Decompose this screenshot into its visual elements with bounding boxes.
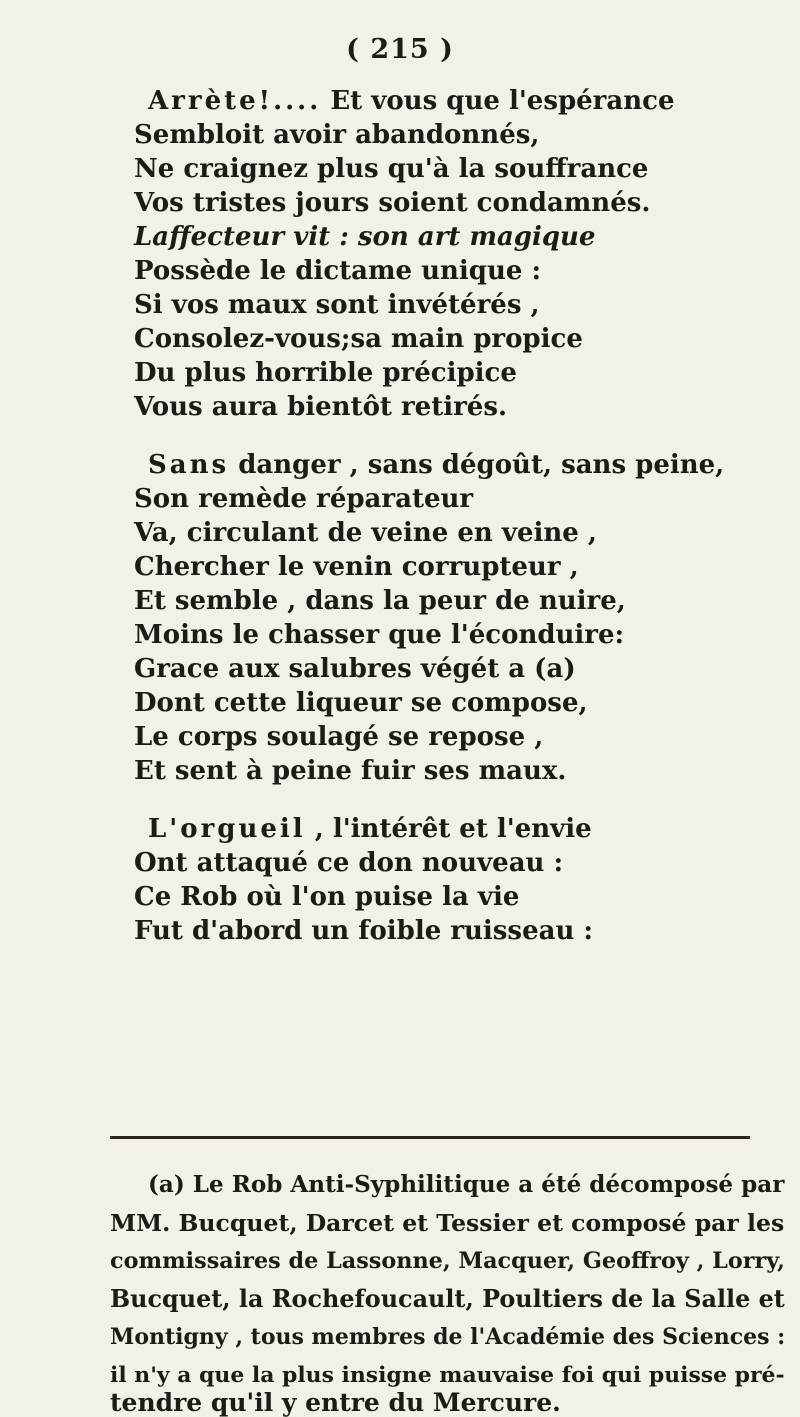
verse-line: Ne craignez plus qu'à la souffrance [134,154,649,184]
footnote-line: il n'y a que la plus insigne mauvaise foi qui puisse pré- [110,1362,785,1388]
stanza-opening-word: L'orgueil [148,814,306,844]
footnote-line: commissaires de Lassonne, Macquer, Geoffroy , Lorry, [110,1248,785,1274]
verse-line: Si vos maux sont invétérés , [134,290,540,320]
verse-line: Chercher le venin corrupteur , [134,552,579,582]
footnote-divider [110,1136,750,1139]
verse-line: Fut d'abord un foible ruisseau : [134,916,594,946]
verse-line [148,814,592,844]
verse-line: Et sent à peine fuir ses maux. [134,756,567,786]
verse-line: Du plus horrible précipice [134,358,517,388]
verse-line: Sembloit avoir abandonnés, [134,120,540,150]
verse-line: Grace aux salubres végét a (a) [134,654,576,684]
verse-line: Va, circulant de veine en veine , [134,518,597,548]
verse-line: Dont cette liqueur se compose, [134,688,588,718]
stanza-opening-word: Sans [148,450,230,480]
footnote-line: (a) Le Rob Anti-Syphilitique a été décomposé par [148,1171,785,1198]
verse-text: Et vous que l'espérance [321,86,675,116]
verse-text: , l'intérêt et l'envie [305,814,592,844]
page-number: ( 215 ) [346,34,454,65]
verse-line [148,450,724,480]
verse-text: danger , sans dégoût, sans peine, [229,450,725,480]
footnote-line: Montigny , tous membres de l'Académie des Sciences : [110,1324,786,1350]
stanza-opening-word: Arrète!.... [148,86,322,116]
footnote-line: tendre qu'il y entre du Mercure. [110,1388,561,1417]
verse-line: Vous aura bientôt retirés. [134,392,508,422]
verse-line: Consolez-vous;sa main propice [134,324,583,354]
verse-line: Ce Rob où l'on puise la vie [134,882,520,912]
verse-line: Laffecteur vit : son art magique [134,222,596,252]
verse-line: Ont attaqué ce don nouveau : [134,848,564,878]
footnote-line: MM. Bucquet, Darcet et Tessier et composé par les [110,1209,785,1237]
verse-line: Possède le dictame unique : [134,256,542,286]
verse-line [148,86,675,116]
verse-line: Son remède réparateur [134,484,474,514]
verse-line: Le corps soulagé se repose , [134,722,544,752]
verse-line: Et semble , dans la peur de nuire, [134,586,626,616]
footnote-line: Bucquet, la Rochefoucault, Poultiers de la Salle et [110,1285,785,1313]
verse-line: Moins le chasser que l'éconduire: [134,620,625,650]
verse-line: Vos tristes jours soient condamnés. [134,188,651,218]
